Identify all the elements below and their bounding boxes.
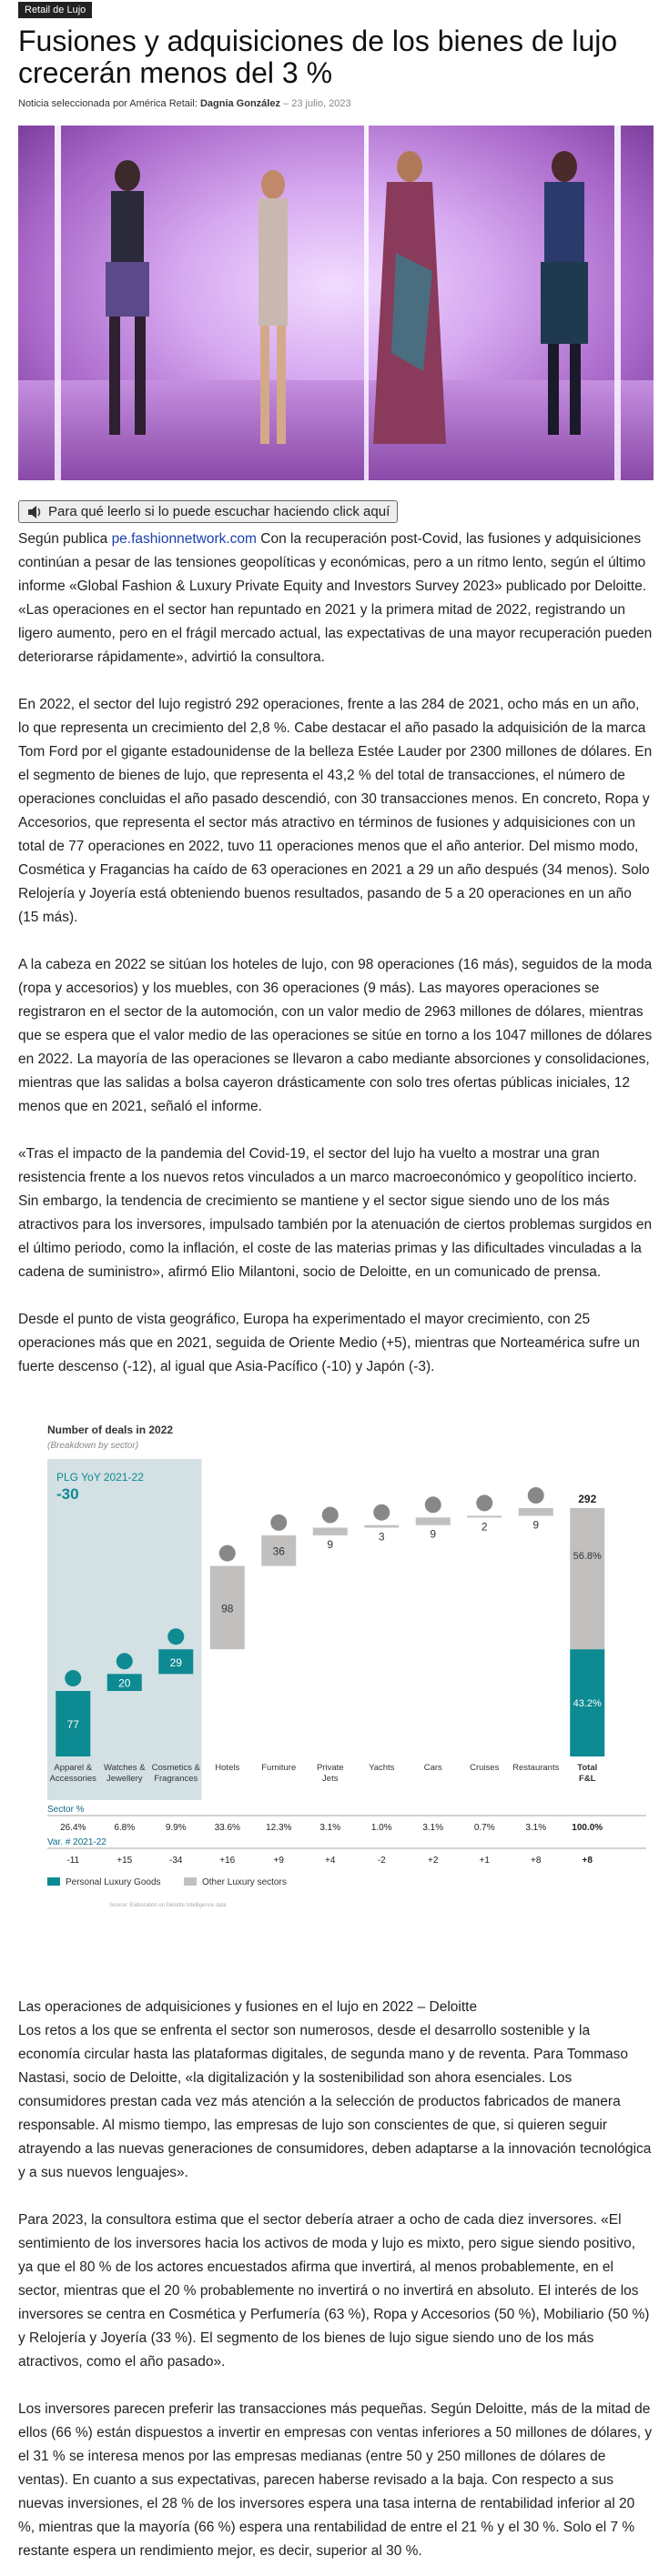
total-split-plg: 43.2% — [573, 1697, 602, 1709]
var-value-3: +16 — [219, 1855, 236, 1866]
bar-9 — [519, 1508, 553, 1515]
category-label-5-0: Private — [316, 1762, 344, 1773]
category-label-5-1: Jets — [322, 1773, 339, 1784]
legend-label-plg: Personal Luxury Goods — [66, 1877, 161, 1887]
sector-icon-6 — [373, 1504, 390, 1520]
bar-6 — [364, 1524, 399, 1527]
article — [18, 0, 669, 2563]
sector-icon-5 — [322, 1506, 339, 1523]
source-link[interactable]: pe.fashionnetwork.com — [111, 530, 257, 547]
paragraph-2: En 2022, el sector del lujo registró 292 operaciones, frente a las 284 de 2021, ocho más en un año, lo que representa un crecimiento del 2,8 %. Cabe destacar el año pasado la adquisición de la marca Tom Ford por el gigante estadounidense de la belleza Estée Lauder por 2300 millones de dólares. En el segmento de bienes de lujo, que representa el 43,2 % del total de transacciones, el número de operaciones concluidas el año pasado descendió, con 30 transacciones menos. En concreto, Ropa y Accesorios, que representa el sector más atractivo en términos de fusiones y adquisiciones con un total de 77 operaciones en 2022, tuvo 11 operaciones menos que el año anterior. Del mismo modo, Cosmética y Fragancias ha caído de 63 operaciones en 2021 a 29 un año después (34 menos). Solo Relojería y Joyería está obteniendo buenos resultados, pasando de 5 a 20 operaciones en un año (15 más). — [18, 696, 653, 925]
category-tag[interactable]: Retail de Lujo — [18, 2, 92, 18]
sector-pct-8: 0.7% — [473, 1822, 495, 1833]
chart-source: Source: Elaboration on Deloitte Intelligence data — [109, 1902, 227, 1908]
bar-value-3: 98 — [221, 1601, 234, 1615]
sector-pct-5: 3.1% — [319, 1822, 341, 1833]
sector-pct-6: 1.0% — [370, 1822, 392, 1833]
deals-chart — [18, 1415, 654, 1988]
legend-label-other: Other Luxury sectors — [202, 1877, 287, 1887]
var-value-9: +8 — [531, 1855, 542, 1866]
paragraph-3: A la cabeza en 2022 se sitúan los hoteles de lujo, con 98 operaciones (16 más), seguidos de la moda (ropa y accesorios) y los muebles, con 36 operaciones (9 más). Las mayores operaciones se registraron en el sector de la automoción, con un valor medio de 2963 millones de dólares, mientras que se espera que el valor medio de las operaciones se sitúe en torno a los 1047 millones de dólares en 2022. La mayoría de las operaciones se llevaron a cabo mediante absorciones y consolidaciones, mientras que las salidas a bolsa cayeron drásticamente con solo tres ofertas públicas iniciales, 12 menos que en 2021, señaló el informe. — [18, 956, 653, 1114]
var-value-5: +4 — [325, 1855, 336, 1866]
bar-7 — [416, 1517, 451, 1524]
category-label-6-0: Yachts — [369, 1762, 395, 1773]
var-value-1: +15 — [117, 1855, 133, 1866]
category-label-1-1: Jewellery — [106, 1773, 143, 1784]
category-label-9-0: Restaurants — [512, 1762, 560, 1773]
sector-icon-7 — [425, 1496, 441, 1513]
plg-value: -30 — [56, 1484, 79, 1503]
sector-pct-7: 3.1% — [422, 1822, 444, 1833]
model-figure-1 — [73, 153, 182, 444]
var-label: Var. # 2021-22 — [47, 1836, 106, 1847]
bar-value-2: 29 — [169, 1655, 182, 1669]
category-label-2-0: Cosmetics & — [151, 1762, 200, 1773]
var-value-8: +1 — [479, 1855, 490, 1866]
legend-swatch-plg — [47, 1877, 60, 1886]
listen-label: Para qué leerlo si lo puede escuchar haciendo click aquí — [48, 504, 390, 519]
var-value-4: +9 — [273, 1855, 284, 1866]
sector-icon-1 — [117, 1653, 133, 1669]
sector-pct-2: 9.9% — [165, 1822, 187, 1833]
sector-pct-9: 3.1% — [525, 1822, 547, 1833]
bar-value-8: 2 — [481, 1519, 488, 1533]
category-label-0-1: Accessories — [49, 1773, 96, 1784]
var-value-0: -11 — [66, 1855, 80, 1866]
paragraph-8: Los inversores parecen preferir las transacciones más pequeñas. Según Deloitte, más de la mitad de ellos (66 %) están dispuestos a invertir en empresas con ventas inferiores a 50 millones de dólares, y el 31 % se interesa menos por las empresas medianas (entre 50 y 250 millones de dólares de ventas). En cuanto a sus expectativas, parecen haberse revisado a la baja. Con respecto a sus nuevas inversiones, el 28 % de los inversores espera una tasa interna de rentabilidad inferior al 20 %, mientras que la mayoría (66 %) espera una rentabilidad de entre el 21 % y el 30 %. Solo el 7 % restante espera un rendimiento mejor, es decir, superior al 30 %. — [18, 2400, 653, 2559]
var-value-2: -34 — [169, 1855, 183, 1866]
category-label-1-0: Watches & — [103, 1762, 146, 1773]
byline — [18, 98, 669, 109]
bar-value-0: 77 — [66, 1717, 79, 1731]
category-label-10-0: Total — [577, 1762, 598, 1773]
sector-pct-10: 100.0% — [572, 1822, 603, 1833]
paragraph-5: Desde el punto de vista geográfico, Europa ha experimentado el mayor crecimiento, con 25 operaciones más que en 2021, seguida de Oriente Medio (+5), mientras que Norteamérica sufre un fuerte descenso (-12), al igual que Asia-Pacífico (-10) y Japón (-3). — [18, 1311, 640, 1374]
sector-icon-8 — [476, 1494, 492, 1511]
legend-swatch-other — [184, 1877, 197, 1886]
paragraph-1: Según publica pe.fashionnetwork.com Con la recuperación post-Covid, las fusiones y adquisiciones continúan a pesar de las tensiones geopolíticas y económicas, pero a un ritmo lento, según el último informe «Global Fashion & Luxury Private Equity and Investors Survey 2023» publicado por Deloitte. «Las operaciones en el sector han repuntado en 2021 y la primera mitad de 2022, registrando un ligero aumento, pero en el frágil mercado actual, las expectativas de una mayor recuperación pueden deteriorarse rápidamente», advirtió la consultora. — [18, 530, 653, 665]
sector-icon-9 — [528, 1487, 544, 1504]
byline-date: 23 julio, 2023 — [291, 98, 351, 109]
sector-pct-3: 33.6% — [214, 1822, 240, 1833]
bar-value-4: 36 — [272, 1545, 285, 1558]
var-value-7: +2 — [428, 1855, 439, 1866]
hero-image — [18, 126, 654, 480]
byline-author[interactable]: Dagnia González — [199, 98, 280, 109]
category-label-8-0: Cruises — [470, 1762, 500, 1773]
chart-caption: Las operaciones de adquisiciones y fusiones en el lujo en 2022 – Deloitte — [18, 1998, 478, 2015]
sector-pct-label: Sector % — [47, 1804, 85, 1815]
bar-5 — [313, 1527, 348, 1535]
model-figure-3 — [346, 144, 473, 462]
model-figure-2 — [218, 162, 328, 453]
sector-pct-0: 26.4% — [60, 1822, 86, 1833]
model-figure-4 — [510, 144, 619, 444]
speaker-icon — [26, 505, 43, 519]
sector-pct-4: 12.3% — [266, 1822, 292, 1833]
bar-value-9: 9 — [532, 1517, 540, 1531]
bar-total-other — [570, 1508, 604, 1649]
article-headline: Fusiones y adquisiciones de los bienes de lujo crecerán menos del 3 % — [18, 25, 618, 89]
paragraph-4: «Tras el impacto de la pandemia del Covid-19, el sector del lujo ha vuelto a mostrar una gran resistencia frente a los nuevos retos vinculados a un marco macroeconómico y geopolítico incierto. Sin embargo, la tendencia de crecimiento se mantiene y el sector sigue siendo uno de los más atractivos para los inversores, impulsado también por la atenuación de ciertos problemas surgidos en el último periodo, como la inflación, el coste de las materias primas y las dificultades vinculadas a la cadena de suministro», afirmó Elio Milantoni, socio de Deloitte, en un comunicado de prensa. — [18, 1145, 653, 1280]
bar-value-total: 292 — [578, 1492, 597, 1505]
paragraph-7: Para 2023, la consultora estima que el sector debería atraer a ocho de cada diez inversores. «El sentimiento de los inversores hacia los activos de moda y lujo es mixto, pero sigue siendo positivo, ya que el 80 % de los actores encuestados afirma que invertirá, al menos probablemente, en el sector, mientras que el 20 % probablemente no invertirá o no invertirá en absoluto. El interés de los inversores se centra en Cosmética y Perfumería (63 %), Ropa y Accesorios (50 %), Mobiliario (50 %) y Relojería y Joyería (33 %). El segmento de los bienes de lujo sigue siendo uno de los más atractivos, como el año pasado». — [18, 2211, 650, 2370]
bar-value-5: 9 — [327, 1537, 334, 1551]
listen-button[interactable] — [18, 500, 398, 523]
sector-icon-2 — [167, 1628, 184, 1645]
chart-subtitle: (Breakdown by sector) — [47, 1440, 139, 1451]
var-value-6: -2 — [377, 1855, 386, 1866]
deals-chart-svg — [18, 1415, 654, 1988]
byline-sep: – — [283, 98, 289, 109]
sector-icon-0 — [65, 1670, 81, 1686]
category-label-10-1: F&L — [579, 1773, 596, 1784]
sector-icon-3 — [219, 1545, 236, 1561]
total-split-other: 56.8% — [573, 1550, 602, 1562]
category-label-4-0: Furniture — [261, 1762, 297, 1773]
category-label-7-0: Cars — [423, 1762, 442, 1773]
paragraph-6: Los retos a los que se enfrenta el sector son numerosos, desde el desarrollo sostenible y la economía circular hasta las plataformas digitales, de segunda mano y de reventa. Para Tommaso Nastasi, socio de Deloitte, «la digitalización y la sostenibilidad son ahora esenciales. Los consumidores prestan cada vez más atención a la selección de productos fabricados de manera responsable. Al mismo tiempo, las empresas de lujo son conscientes de que, si quieren seguir atrayendo a las nuevas generaciones de consumidores, deben adaptarse a la innovación tecnológica y a sus nuevos lenguajes». — [18, 2022, 652, 2180]
byline-prefix: Noticia seleccionada por América Retail: — [18, 98, 198, 109]
bar-8 — [467, 1515, 502, 1517]
category-label-0-0: Apparel & — [54, 1762, 93, 1773]
sector-icon-4 — [270, 1514, 287, 1530]
bar-value-7: 9 — [430, 1527, 437, 1541]
plg-label: PLG YoY 2021-22 — [56, 1470, 144, 1484]
category-label-3-0: Hotels — [215, 1762, 240, 1773]
var-value-10: +8 — [582, 1855, 593, 1866]
bar-value-6: 3 — [378, 1530, 385, 1544]
bar-value-1: 20 — [118, 1676, 131, 1690]
chart-title: Number of deals in 2022 — [47, 1423, 174, 1436]
category-label-2-1: Fragrances — [154, 1773, 198, 1784]
sector-pct-1: 6.8% — [114, 1822, 136, 1833]
